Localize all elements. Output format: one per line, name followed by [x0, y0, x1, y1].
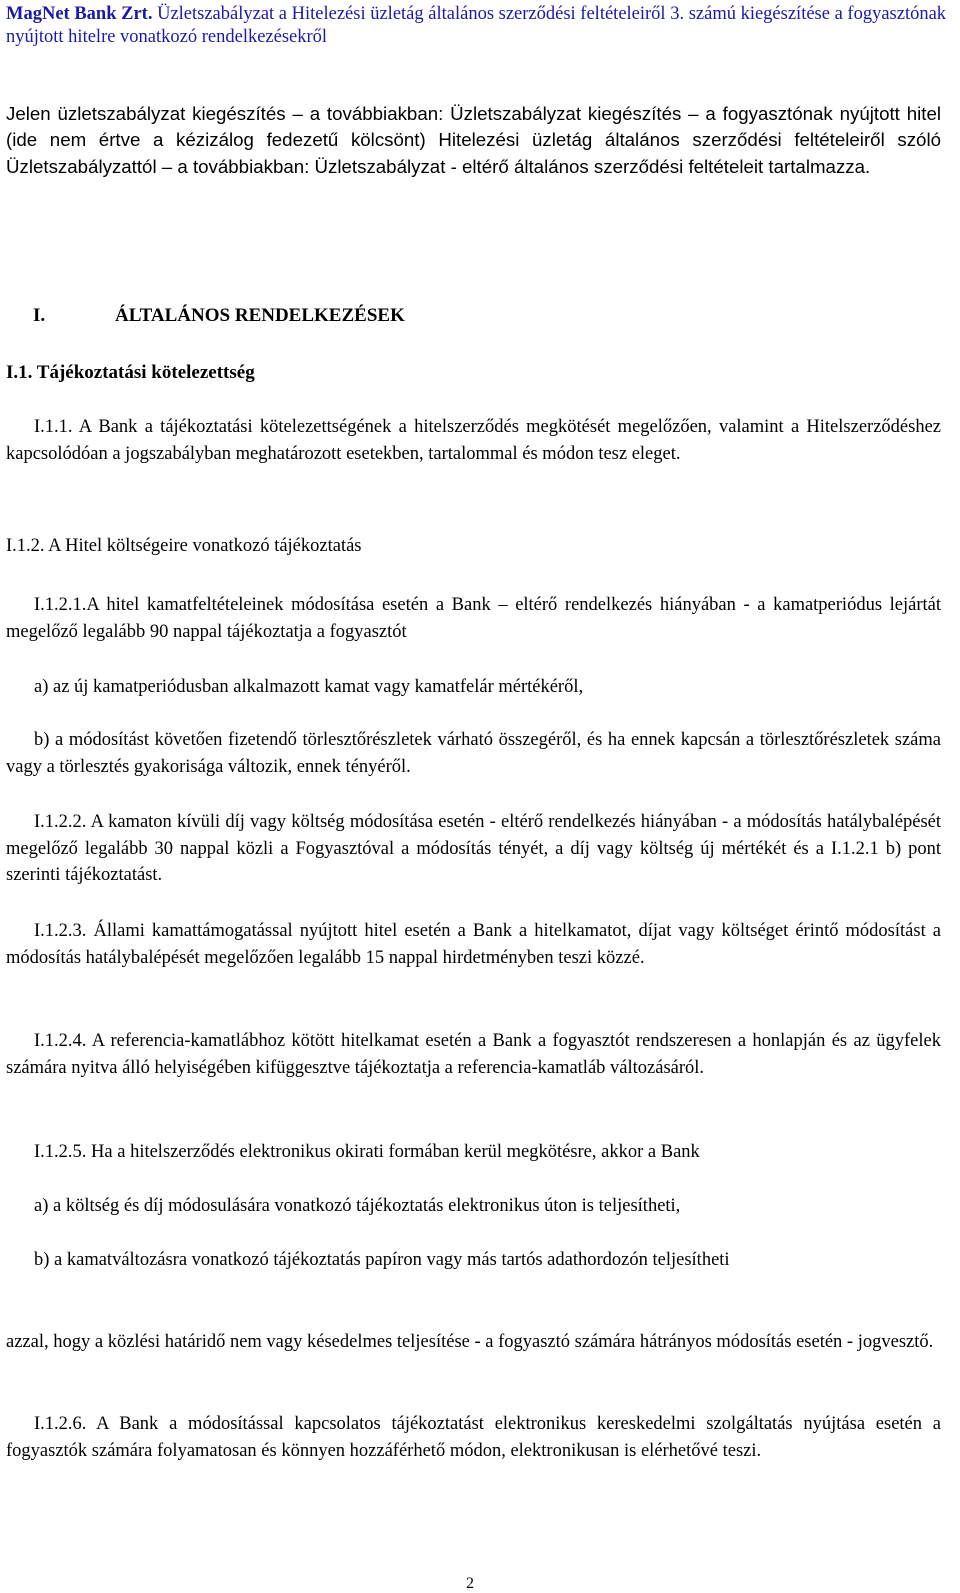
- paragraph-1-2-1: I.1.2.1.A hitel kamatfeltételeinek módosítása esetén a Bank – eltérő rendelkezés hiányában - a kamatperiódus lejártát megelőző legalább 90 nappal tájékoztatja a fogyasztót: [6, 595, 941, 642]
- section-title: ÁLTALÁNOS RENDELKEZÉSEK: [115, 305, 405, 326]
- subsection-title: I.1. Tájékoztatási kötelezettség: [6, 362, 255, 383]
- paragraph-1-2-3: I.1.2.3. Állami kamattámogatással nyújtott hitel esetén a Bank a hitelkamatot, díjat vagy költséget érintő módosítást a módosítás hatálybalépését megelőzően legalább 15 nappal hirdetményben teszi közzé.: [6, 921, 941, 968]
- paragraph-1-2-5-a: a) a költség és díj módosulására vonatkozó tájékoztatás elektronikus úton is teljesítheti,: [34, 1196, 681, 1216]
- paragraph-1-2-2: I.1.2.2. A kamaton kívüli díj vagy költség módosítása esetén - eltérő rendelkezés hiányában - a módosítás hatálybalépését megelőző legalább 30 nappal közli a Fogyasztóval a módosítás tényét, a díj vagy költség új mértékét és a I.1.2.1 b) pont szerinti tájékoztatást.: [6, 812, 941, 885]
- subheading-1-2: I.1.2. A Hitel költségeire vonatkozó tájékoztatás: [6, 536, 362, 556]
- intro-paragraph: Jelen üzletszabályzat kiegészítés – a továbbiakban: Üzletszabályzat kiegészítés – a fogyasztónak nyújtott hitel (ide nem értve a kézizálog fedezetű kölcsönt) Hitelezési üzletág általános szerződési feltételeiről szóló Üzletszabályzattól – a továbbiakban: Üzletszabályzat - eltérő általános szerződési feltételeit tartalmazza.: [6, 103, 941, 177]
- header-bank-name: MagNet Bank Zrt.: [6, 4, 153, 24]
- section-number: I.: [33, 305, 46, 326]
- paragraph-1-2-4: I.1.2.4. A referencia-kamatlábhoz kötött hitelkamat esetén a Bank a fogyasztót rendszeresen a honlapján és az ügyfelek számára nyitva álló helyiségében kifüggesztve tájékoztatja a referencia-kamatláb változásáról.: [6, 1031, 941, 1078]
- paragraph-1-2-5-tail: azzal, hogy a közlési határidő nem vagy késedelmes teljesítése - a fogyasztó számára hátrányos módosítás esetén - jogvesztő.: [6, 1332, 934, 1352]
- paragraph-1-2-6: I.1.2.6. A Bank a módosítással kapcsolatos tájékoztatást elektronikus kereskedelmi szolgáltatás nyújtása esetén a fogyasztók számára folyamatosan és könnyen hozzáférhető módon, elektronikusan is elérhetővé teszi.: [6, 1414, 941, 1461]
- page-number: 2: [466, 1575, 474, 1592]
- header-title: Üzletszabályzat a Hitelezési üzletág általános szerződési feltételeiről 3. számú kiegészítése a fogyasztónak nyújtott hitelre vonatkozó rendelkezésekről: [6, 4, 947, 47]
- paragraph-1-2-5-b: b) a kamatváltozásra vonatkozó tájékoztatás papíron vagy más tartós adathordozón teljesítheti: [34, 1250, 730, 1270]
- paragraph-1-2-5: I.1.2.5. Ha a hitelszerződés elektronikus okirati formában kerül megkötésre, akkor a Bank: [34, 1142, 700, 1162]
- paragraph-1-1-1: I.1.1. A Bank a tájékoztatási kötelezettségének a hitelszerződés megkötését megelőzően, valamint a Hitelszerződéshez kapcsolódóan a jogszabályban meghatározott esetekben, tartalommal és módon tesz eleget.: [6, 417, 941, 464]
- page-header: [6, 3, 950, 49]
- paragraph-1-2-1-b: b) a módosítást követően fizetendő törlesztőrészletek várható összegéről, és ha ennek kapcsán a törlesztőrészletek száma vagy a törlesztés gyakorisága változik, ennek tényéről.: [6, 730, 941, 777]
- paragraph-1-2-1-a: a) az új kamatperiódusban alkalmazott kamat vagy kamatfelár mértékéről,: [34, 677, 584, 697]
